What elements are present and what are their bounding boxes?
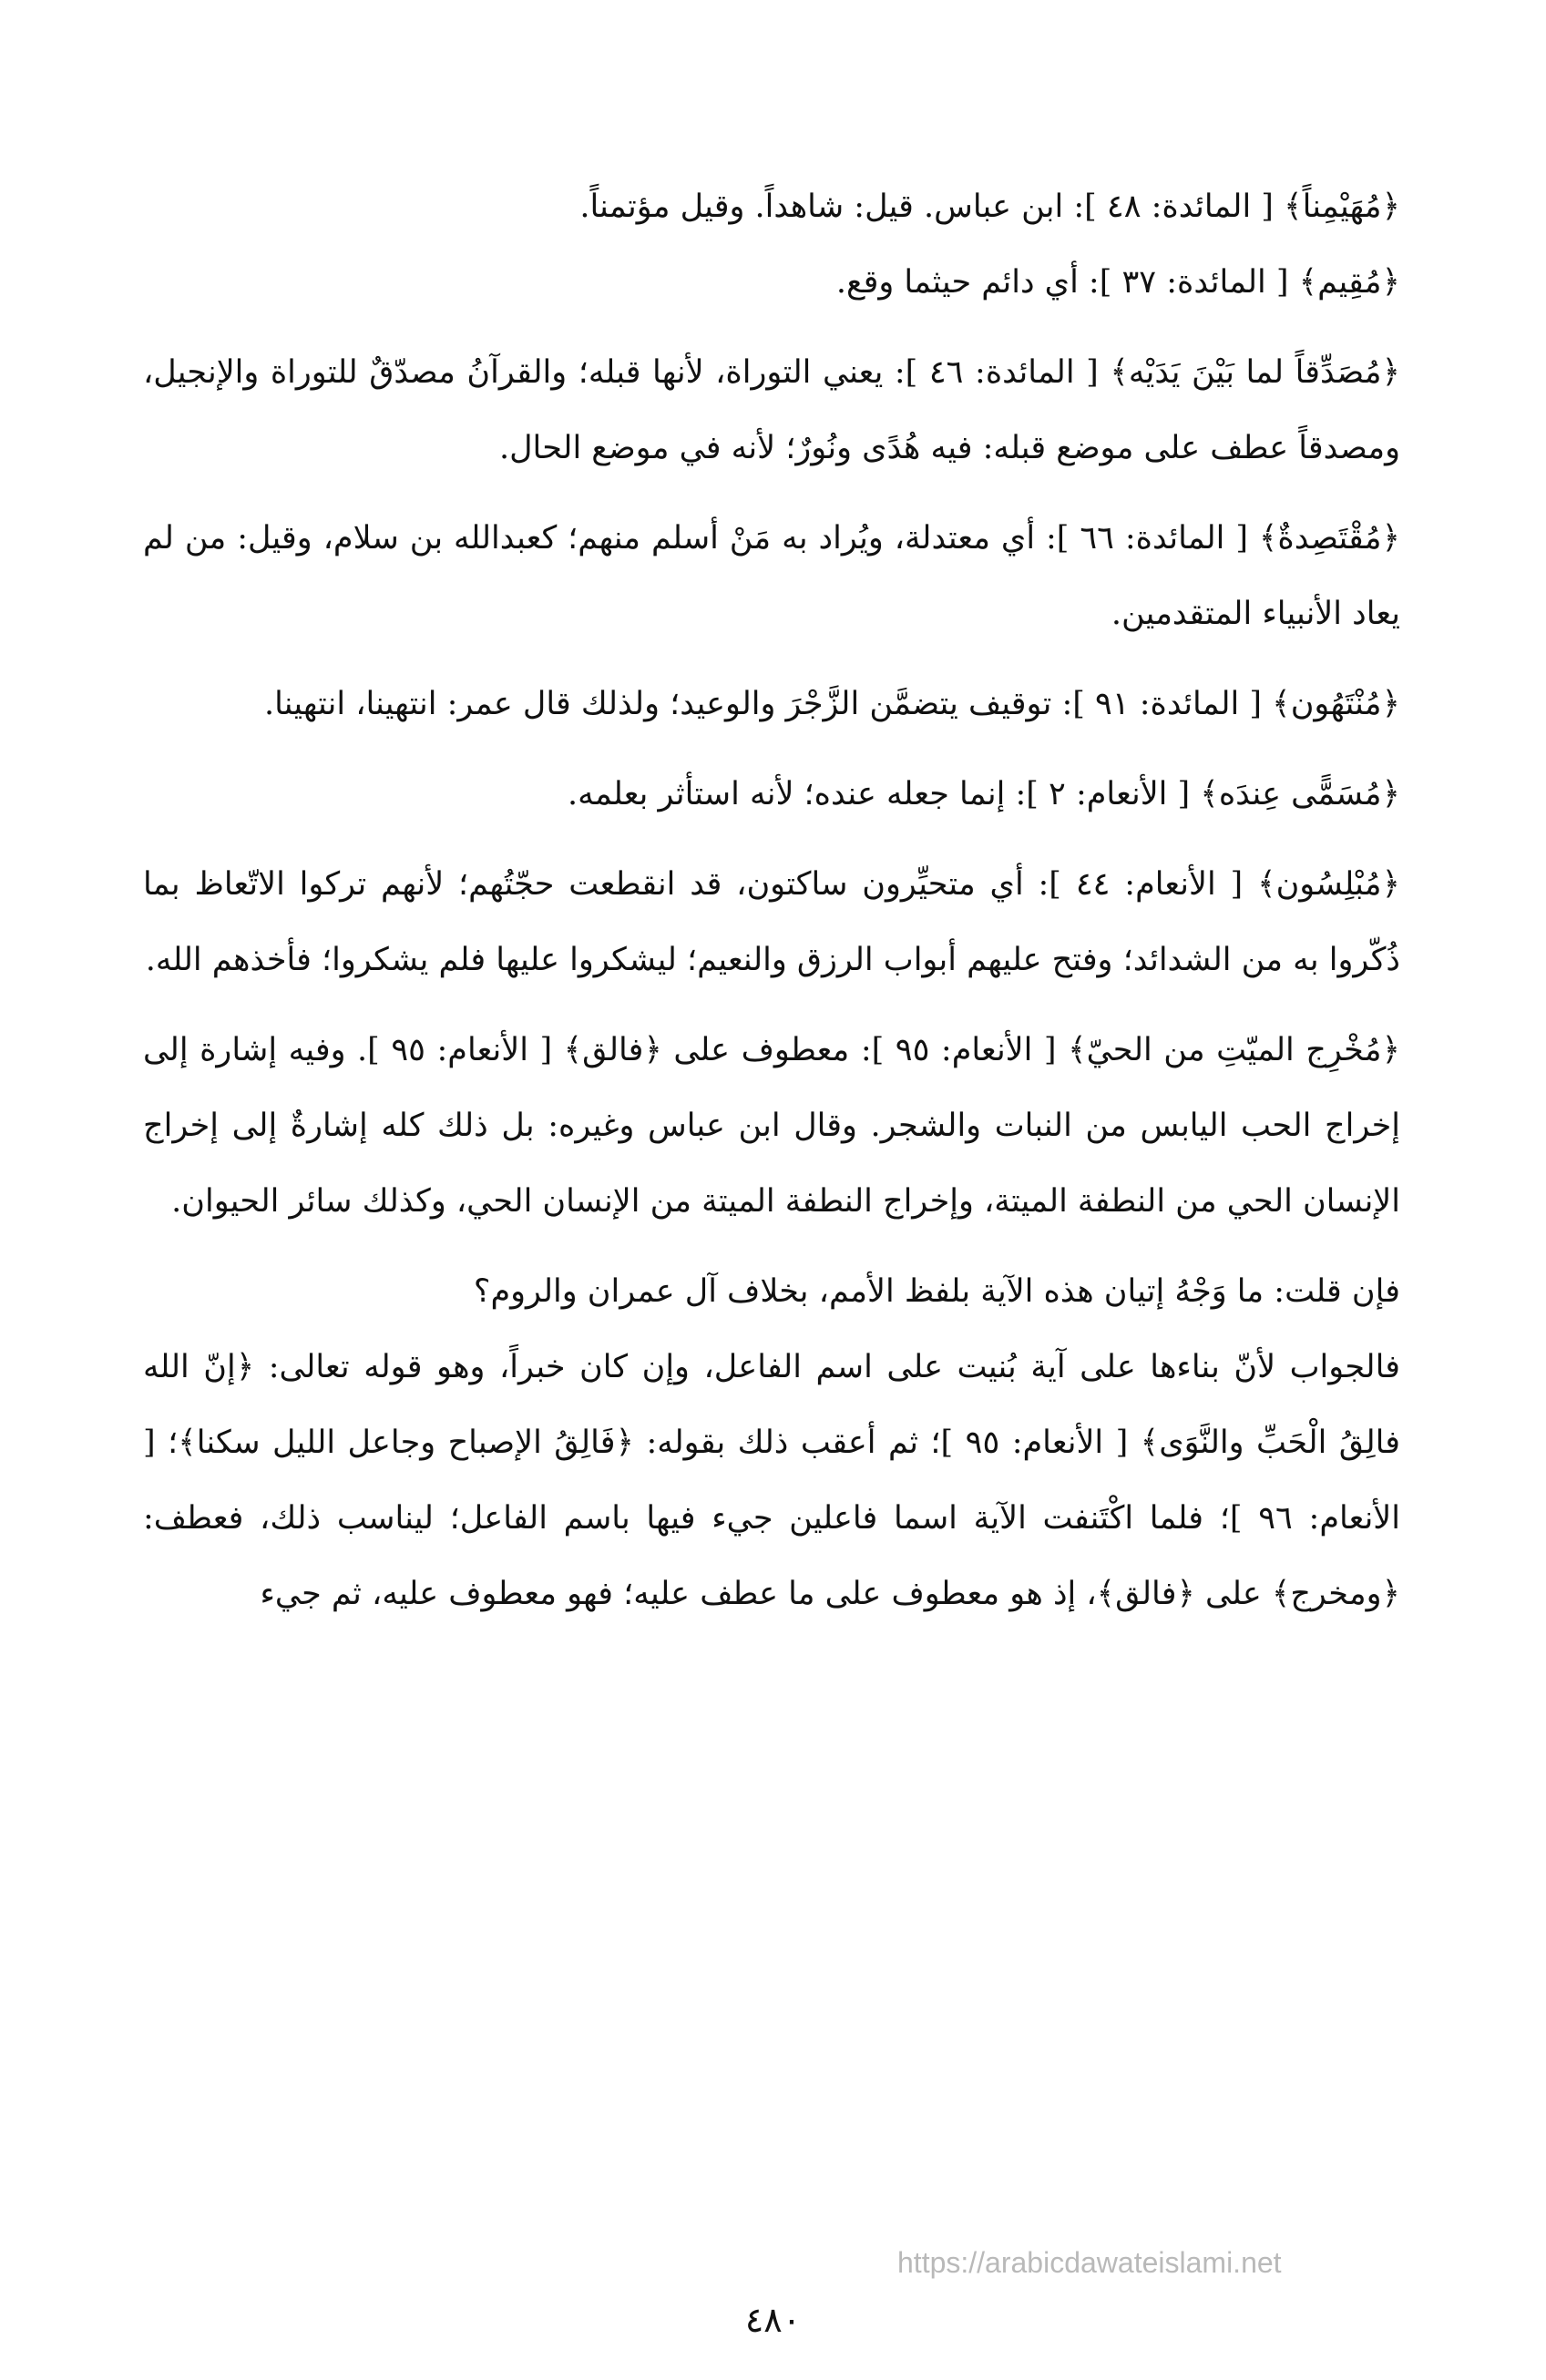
main-text <box>143 169 1400 1632</box>
page-number: ٤٨٠ <box>744 2300 802 2340</box>
paragraph-answer: فالجواب لأنّ بناءها على آية بُنيت على اسم الفاعل، وإن كان خبراً، وهو قوله تعالى: ﴿إنّ الله فالِقُ الْحَبِّ والنَّوَى﴾ [ الأنعام: ٩٥ ]؛ ثم أعقب ذلك بقوله: ﴿فَالِقُ الإصباح وجاعل الليل سكنا﴾؛ [ الأنعام: ٩٦ ]؛ فلما اكْتَنفت الآية اسما فاعلين جيء فيها باسم الفاعل؛ ليناسب ذلك، فعطف: ﴿ومخرج﴾ على ﴿فالق﴾، إذ هو معطوف على ما عطف عليه؛ فهو معطوف عليه، ثم جيء <box>143 1349 1401 1612</box>
paragraph-muntahun: ﴿مُنْتَهُون﴾ [ المائدة: ٩١ ]: توقيف يتضمَّن الزَّجْرَ والوعيد؛ ولذلك قال عمر: انتهينا، انتهينا. <box>264 686 1400 722</box>
paragraph-muhaymin: ﴿مُهَيْمِناً﴾ [ المائدة: ٤٨ ]: ابن عباس. قيل: شاهداً. وقيل مؤتمناً. <box>579 189 1400 225</box>
paragraph-muqim: ﴿مُقِيم﴾ [ المائدة: ٣٧ ]: أي دائم حيثما وقع. <box>835 264 1400 301</box>
paragraph-musaddiq: ﴿مُصَدِّقاً لما بَيْنَ يَدَيْه﴾ [ المائدة: ٤٦ ]: يعني التوراة، لأنها قبله؛ والقرآنُ مصدّقٌ للتوراة والإنجيل، ومصدقاً عطف على موضع قبله: فيه هُدًى ونُورٌ؛ لأنه في موضع الحال. <box>143 354 1401 466</box>
watermark-url: https://arabicdawateislami.net <box>897 2246 1282 2279</box>
paragraph-musamma: ﴿مُسَمًّى عِندَه﴾ [ الأنعام: ٢ ]: إنما جعله عنده؛ لأنه استأثر بعلمه. <box>568 776 1400 812</box>
paragraph-mukhrij: ﴿مُخْرِج الميّتِ من الحيّ﴾ [ الأنعام: ٩٥ ]: معطوف على ﴿فالق﴾ [ الأنعام: ٩٥ ]. وفيه إشارة إلى إخراج الحب اليابس من النبات والشجر. وقال ابن عباس وغيره: بل ذلك كله إشارةٌ إلى إخراج الإنسان الحي من النطفة الميتة، وإخراج النطفة الميتة من الإنسان الحي، وكذلك سائر الحيوان. <box>143 1032 1401 1220</box>
paragraph-mublisun: ﴿مُبْلِسُون﴾ [ الأنعام: ٤٤ ]: أي متحيِّرون ساكتون، قد انقطعت حجّتُهم؛ لأنهم تركوا الاتّعاظ بما ذُكّروا به من الشدائد؛ وفتح عليهم أبواب الرزق والنعيم؛ ليشكروا عليها فلم يشكروا؛ فأخذهم الله. <box>143 866 1400 978</box>
paragraph-muqtasida: ﴿مُقْتَصِدةٌ﴾ [ المائدة: ٦٦ ]: أي معتدلة، ويُراد به مَنْ أسلم منهم؛ كعبدالله بن سلام، وقيل: من لم يعاد الأنبياء المتقدمين. <box>143 520 1400 632</box>
paragraph-question: فإن قلت: ما وَجْهُ إتيان هذه الآية بلفظ الأمم، بخلاف آل عمران والروم؟ <box>473 1273 1400 1310</box>
